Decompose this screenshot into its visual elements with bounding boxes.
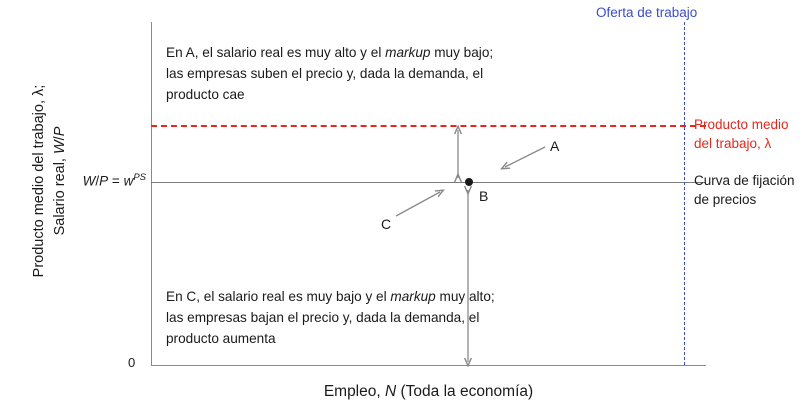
arrow-pointer-c bbox=[396, 192, 440, 216]
average-product-line bbox=[151, 125, 706, 127]
average-product-label-line2: del trabajo, λ bbox=[694, 135, 772, 151]
annotation-a bbox=[166, 42, 506, 105]
x-axis-title-suffix: (Toda la economía) bbox=[396, 383, 534, 400]
price-setting-curve-label-line1: Curva de fijación bbox=[694, 173, 795, 188]
price-setting-curve-label bbox=[694, 172, 810, 209]
price-setting-curve-label-line2: de precios bbox=[694, 191, 757, 207]
labour-supply-line bbox=[684, 22, 685, 365]
point-b-label: B bbox=[479, 188, 489, 204]
x-axis-title-variable: N bbox=[384, 383, 397, 400]
annotation-a-part2: muy bajo; las empresas suben el precio y, dada la demanda, el producto cae bbox=[166, 45, 494, 103]
labour-supply-label: Oferta de trabajo bbox=[596, 5, 698, 20]
annotation-a-part1: En A, el salario real es muy alto y el bbox=[166, 45, 386, 60]
x-axis-title-prefix: Empleo, bbox=[323, 383, 385, 400]
annotation-c-part2: muy alto; las empresas bajan el precio y, dada la demanda, el producto aumenta bbox=[166, 289, 495, 347]
point-b-marker bbox=[465, 178, 473, 186]
real-wage-axis-label: $W/P = w^{PS}$ bbox=[82, 172, 146, 189]
y-axis-title-line2: Salario real, W/P bbox=[52, 126, 68, 236]
annotation-c bbox=[166, 286, 496, 349]
point-a-label: A bbox=[550, 138, 560, 154]
point-c-label: C bbox=[381, 216, 392, 232]
annotation-a-italic: markup bbox=[385, 45, 431, 60]
x-axis-line bbox=[151, 365, 706, 366]
origin-label: 0 bbox=[128, 355, 136, 370]
y-axis-title-line1: Producto medio del trabajo, λ; bbox=[30, 84, 47, 278]
arrow-pointer-a bbox=[505, 147, 545, 167]
y-axis-line bbox=[151, 22, 152, 365]
annotation-c-italic: markup bbox=[390, 289, 436, 304]
annotation-c-part1: En C, el salario real es muy bajo y el bbox=[166, 289, 391, 304]
price-setting-curve bbox=[151, 182, 706, 183]
x-axis-title bbox=[151, 383, 706, 401]
average-product-label-line1: Producto medio bbox=[694, 117, 789, 132]
average-product-label bbox=[694, 116, 810, 153]
